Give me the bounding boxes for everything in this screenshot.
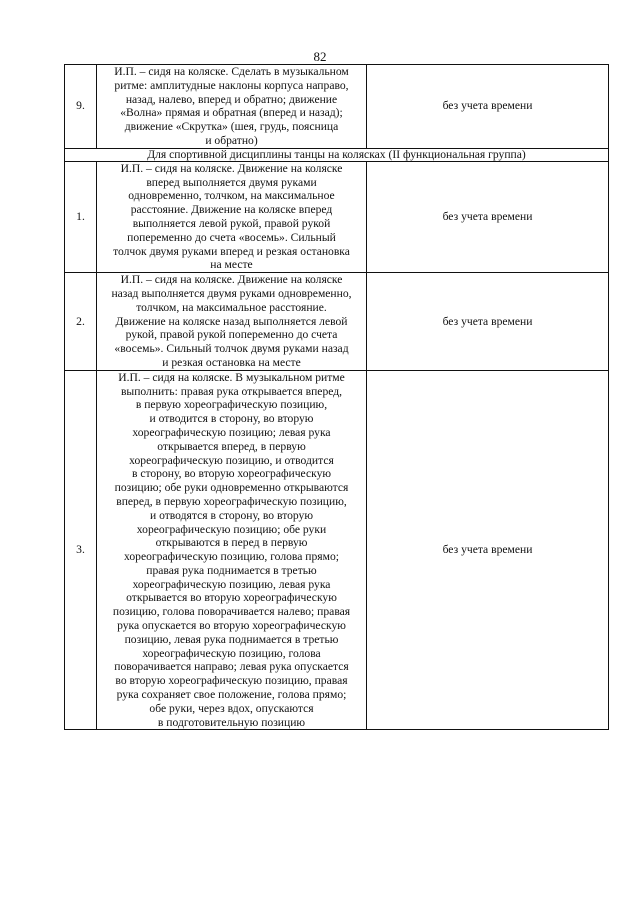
row-number: 2. (65, 273, 97, 371)
exercise-table (64, 64, 609, 730)
exercise-description: И.П. – сидя на коляске. Движение на коляске вперед выполняется двумя руками одновременно, толчком, на максимальное расстояние. Движение на коляске вперед выполняется левой рукой, правой рукой попеременно до счета «восемь». Сильный толчок двумя руками вперед и резкая остановка на месте (97, 161, 367, 272)
time-note: без учета времени (367, 273, 609, 371)
row-number: 9. (65, 65, 97, 149)
table-row (65, 370, 609, 730)
section-title: Для спортивной дисциплины танцы на колясках (II функциональная группа) (65, 148, 609, 161)
row-number: 1. (65, 161, 97, 272)
section-header-row (65, 148, 609, 161)
table-row (65, 161, 609, 272)
exercise-description: И.П. – сидя на коляске. Сделать в музыкальном ритме: амплитудные наклоны корпуса направо, назад, налево, вперед и обратно; движение «Волна» прямая и обратная (вперед и назад); движение «Скрутка» (шея, грудь, поясница и обратно) (97, 65, 367, 149)
exercise-description: И.П. – сидя на коляске. В музыкальном ритме выполнить: правая рука открывается вперед, в первую хореографическую позицию, и отводится в сторону, во вторую хореографическую позицию; левая рука открывается вперед, в первую хореографическую позицию, и отводится в сторону, во вторую хореографическую позицию; обе руки одновременно открываются вперед, в первую хореографическую позицию, и отводятся в сторону, во вторую хореографическую позицию; обе руки открываются в перед в первую хореографическую позицию, голова прямо; правая рука поднимается в третью хореографическую позицию, левая рука открывается во вторую хореографическую позицию, голова поворачивается налево; правая рука опускается во вторую хореографическую позицию, левая рука поднимается в третью хореографическую позицию, голова поворачивается направо; левая рука опускается во вторую хореографическую позицию, правая рука сохраняет свое положение, голова прямо; обе руки, через вдох, опускаются в подготовительную позицию (97, 370, 367, 730)
table-row (65, 65, 609, 149)
time-note: без учета времени (367, 65, 609, 149)
time-note: без учета времени (367, 370, 609, 730)
exercise-table-body (65, 65, 609, 730)
table-row (65, 273, 609, 371)
exercise-description: И.П. – сидя на коляске. Движение на коляске назад выполняется двумя руками одновременно, толчком, на максимальное расстояние. Движение на коляске назад выполняется левой рукой, правой рукой попеременно до счета «восемь». Сильный толчок двумя руками назад и резкая остановка на месте (97, 273, 367, 371)
time-note: без учета времени (367, 161, 609, 272)
row-number: 3. (65, 370, 97, 730)
page-number: 82 (313, 49, 327, 64)
